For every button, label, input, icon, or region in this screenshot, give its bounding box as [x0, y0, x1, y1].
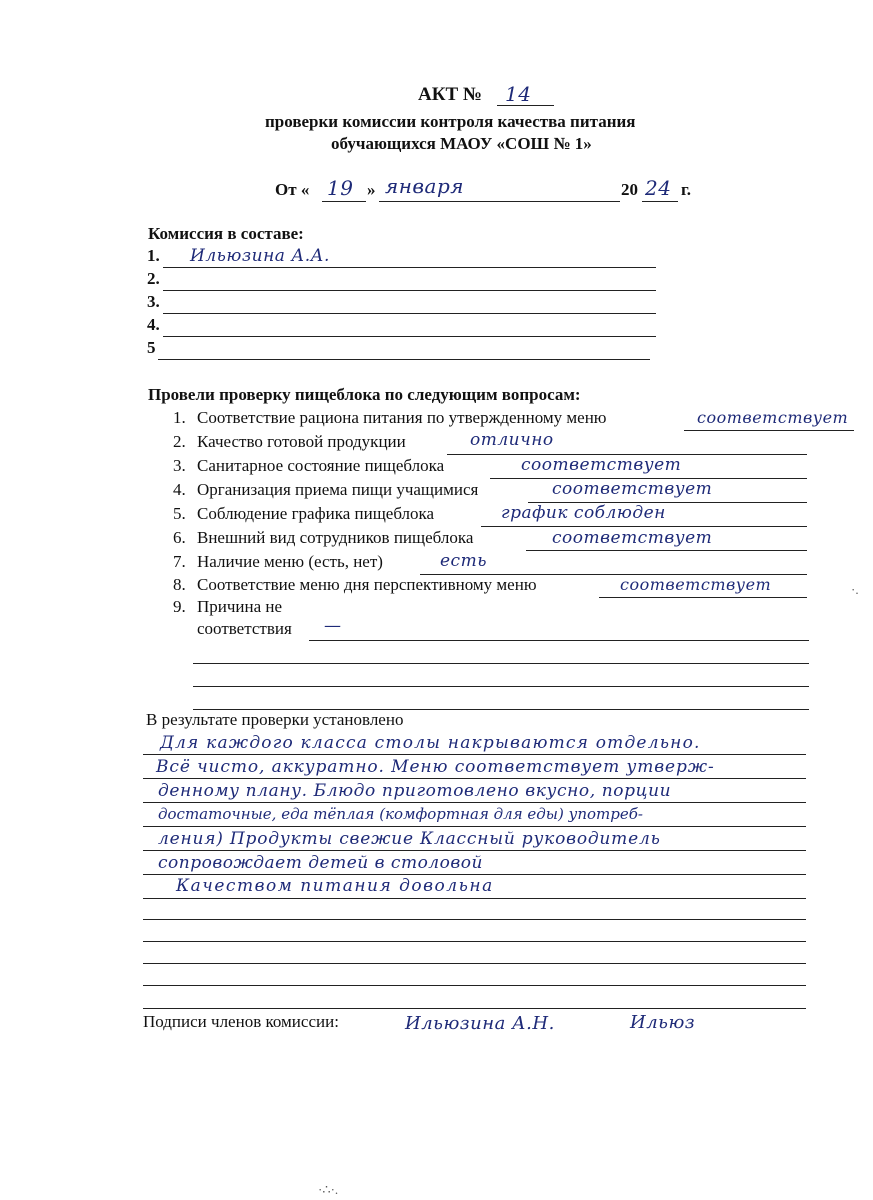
blank-line-q9-2 [193, 686, 809, 687]
answer-3: соответствует [521, 455, 682, 475]
result-line-5 [143, 850, 806, 851]
answer-line-6 [526, 550, 807, 551]
member-num-5: 5 [147, 338, 156, 357]
subtitle-line-2: обучающихся МАОУ «СОШ № 1» [331, 134, 592, 153]
question-text-6: Внешний вид сотрудников пищеблока [197, 528, 474, 547]
result-line-12 [143, 1008, 806, 1009]
question-text-2: Качество готовой продукции [197, 432, 406, 451]
question-text-7: Наличие меню (есть, нет) [197, 552, 383, 571]
commission-heading: Комиссия в составе: [148, 224, 304, 243]
date-month: января [385, 174, 465, 198]
question-text-5: Соблюдение графика пищеблока [197, 504, 435, 523]
answer-line-9 [309, 640, 809, 641]
date-day-line [322, 201, 366, 202]
date-year-suffix: 24 [645, 176, 672, 200]
answer-2: отлично [470, 430, 554, 450]
answer-7: есть [440, 551, 487, 571]
answer-4: соответствует [552, 479, 713, 499]
result-text-6: сопровождает детей в столовой [158, 853, 483, 873]
member-line-2 [163, 290, 656, 291]
result-line-7 [143, 898, 806, 899]
member-line-4 [163, 336, 656, 337]
answer-9: — [324, 616, 342, 636]
result-line-2 [143, 778, 806, 779]
question-num-5: 5. [173, 504, 186, 523]
member-num-4: 4. [147, 315, 160, 334]
question-num-6: 6. [173, 528, 186, 547]
answer-8: соответствует [620, 575, 772, 594]
result-line-6 [143, 874, 806, 875]
question-num-2: 2. [173, 432, 186, 451]
member-line-5 [158, 359, 650, 360]
subtitle-line-1: проверки комиссии контроля качества питания [265, 112, 636, 131]
member-num-3: 3. [147, 292, 160, 311]
inspection-heading: Провели проверку пищеблока по следующим вопросам: [148, 385, 581, 404]
scan-speck: ·. [851, 582, 859, 597]
question-text-8: Соответствие меню дня перспективному меню [197, 575, 537, 594]
date-year-prefix: 20 [621, 180, 638, 199]
member-line-1 [163, 267, 656, 268]
member-num-1: 1. [147, 246, 160, 265]
result-line-3 [143, 802, 806, 803]
question-9-line2: соответствия [197, 619, 292, 638]
member-line-3 [163, 313, 656, 314]
date-day: 19 [327, 176, 354, 200]
scan-speck: ·∴·. [318, 1182, 339, 1197]
result-text-5: ления) Продукты свежие Классный руководитель [158, 829, 661, 849]
answer-1: соответствует [697, 408, 849, 427]
result-text-2: Всё чисто, аккуратно. Меню соответствует утверж- [156, 757, 715, 777]
question-text-9: Причина не [197, 597, 283, 616]
signer-name: Ильюзина А.Н. [405, 1013, 555, 1034]
member-num-2: 2. [147, 269, 160, 288]
date-year-end: г. [681, 180, 692, 199]
question-num-1: 1. [173, 408, 186, 427]
result-line-10 [143, 963, 806, 964]
question-num-9: 9. [173, 597, 186, 616]
answer-5: график соблюден [501, 503, 666, 523]
result-line-1 [143, 754, 806, 755]
member-name-1: Ильюзина А.А. [190, 246, 330, 266]
result-line-9 [143, 941, 806, 942]
result-line-4 [143, 826, 806, 827]
question-num-8: 8. [173, 575, 186, 594]
result-text-3: денному плану. Блюдо приготовлено вкусно, порции [158, 781, 672, 801]
question-text-4: Организация приема пищи учащимися [197, 480, 479, 499]
signature-mark: Ильюз [630, 1012, 696, 1033]
result-heading: В результате проверки установлено [146, 710, 404, 729]
answer-6: соответствует [552, 528, 713, 548]
result-line-11 [143, 985, 806, 986]
date-close-quote: » [367, 180, 376, 199]
signatures-label: Подписи членов комиссии: [143, 1012, 339, 1031]
result-line-8 [143, 919, 806, 920]
question-text-3: Санитарное состояние пищеблока [197, 456, 445, 475]
date-year-line [642, 201, 678, 202]
date-from-label: От « [275, 180, 310, 199]
blank-line-q9-1 [193, 663, 809, 664]
answer-line-5 [481, 526, 807, 527]
date-month-line [379, 201, 620, 202]
result-text-4: достаточные, еда тёплая (комфортная для еды) употреб- [158, 805, 643, 823]
question-text-1: Соответствие рациона питания по утвержденному меню [197, 408, 607, 427]
result-text-1: Для каждого класса столы накрываются отдельно. [160, 733, 701, 753]
question-num-3: 3. [173, 456, 186, 475]
result-text-7: Качеством питания довольна [176, 876, 494, 896]
answer-line-8 [599, 597, 807, 598]
question-num-7: 7. [173, 552, 186, 571]
question-num-4: 4. [173, 480, 186, 499]
akt-number: 14 [505, 82, 532, 106]
akt-label: АКТ № [418, 84, 483, 105]
answer-line-1 [684, 430, 854, 431]
